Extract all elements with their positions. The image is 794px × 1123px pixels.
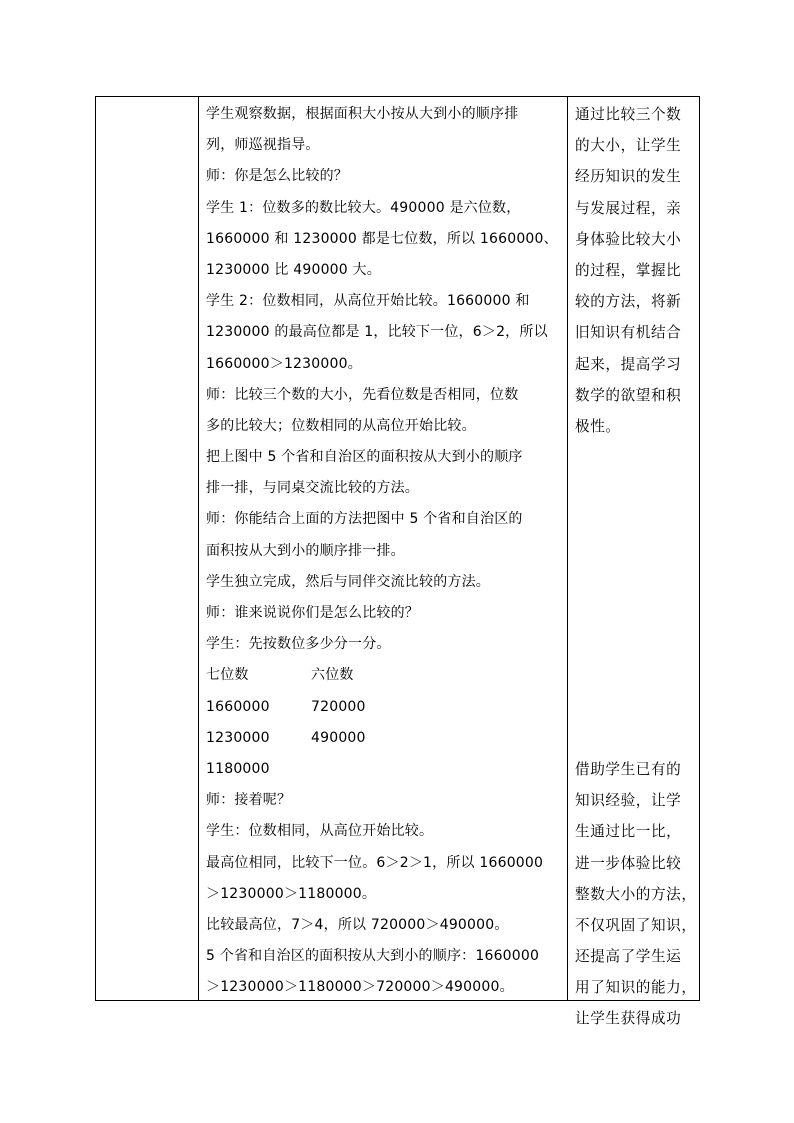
text-line: 1230000 比 490000 大。 — [206, 261, 381, 278]
text-line: 1660000 和 1230000 都是七位数，所以 1660000、 — [206, 230, 558, 247]
text-line: 最高位相同，比较下一位。6＞2＞1，所以 1660000 — [206, 854, 544, 871]
note-line: 通过比较三个数 — [575, 106, 682, 123]
digit-group-row — [206, 692, 571, 723]
group-cell: 七位数 — [206, 667, 249, 684]
note-line: 经历知识的发生 — [575, 168, 682, 186]
text-line: 学生 2：位数相同，从高位开始比较。1660000 和 — [206, 293, 530, 310]
note-line: 让学生获得成功 — [575, 1010, 682, 1028]
text-line: ＞1230000＞1180000。 — [206, 885, 377, 902]
note-line: 较的方法，将新 — [575, 293, 682, 311]
design-intent-column — [575, 99, 700, 1035]
note-line: 整数大小的方法， — [575, 885, 697, 903]
text-line: 1660000＞1230000。 — [206, 355, 362, 372]
text-line: 多的比较大；位数相同的从高位开始比较。 — [206, 417, 476, 434]
text-line: 5 个省和自治区的面积按从大到小的顺序：1660000 — [206, 948, 540, 965]
text-line: 学生：位数相同，从高位开始比较。 — [206, 823, 434, 840]
text-line: 师：谁来说说你们是怎么比较的？ — [206, 605, 419, 621]
digit-group-row — [206, 660, 571, 691]
note-line: 起来，提高学习 — [575, 355, 682, 373]
note-line: 生通过比一比， — [575, 823, 682, 841]
group-cell: 六位数 — [311, 667, 354, 684]
group-cell: 1230000 — [206, 729, 270, 746]
note-line: 极性。 — [575, 417, 621, 435]
digit-group-row — [206, 723, 571, 754]
text-line: 把上图中 5 个省和自治区的面积按从大到小的顺序 — [206, 449, 523, 466]
text-line: 师：接着呢？ — [206, 792, 292, 809]
digit-group-row — [206, 754, 571, 785]
text-line: 比较最高位，7＞4，所以 720000＞490000。 — [206, 916, 509, 933]
text-line: 师：你是怎么比较的？ — [206, 168, 348, 185]
note-line: 的大小，让学生 — [575, 137, 682, 155]
note-line: 旧知识有机结合 — [575, 324, 682, 342]
note-line: 还提高了学生运 — [575, 948, 682, 966]
text-line: 面积按从大到小的顺序排一排。 — [206, 542, 405, 559]
group-cell: 1180000 — [206, 760, 270, 777]
text-line: 学生观察数据，根据面积大小按从大到小的顺序排 — [206, 106, 519, 122]
note-line: 数学的欲望和积 — [575, 386, 682, 404]
group-cell: 1660000 — [206, 698, 270, 715]
note-line: 用了知识的能力， — [575, 979, 697, 997]
text-line: ＞1230000＞1180000＞720000＞490000。 — [206, 979, 514, 996]
note-line: 进一步体验比较 — [575, 854, 682, 872]
note-line: 身体验比较大小 — [575, 230, 682, 248]
text-line: 列，师巡视指导。 — [206, 137, 320, 154]
text-line: 学生 1：位数多的数比较大。490000 是六位数， — [206, 199, 521, 216]
note-line: 的过程，掌握比 — [575, 261, 682, 279]
note-line: 不仅巩固了知识， — [575, 916, 697, 934]
text-line: 师：比较三个数的大小，先看位数是否相同，位数 — [206, 386, 519, 403]
text-line: 学生：先按数位多少分一分。 — [206, 636, 391, 653]
group-cell: 490000 — [311, 729, 366, 746]
text-line: 1230000 的最高位都是 1，比较下一位，6＞2，所以 — [206, 324, 548, 341]
note-line: 借助学生已有的 — [575, 760, 682, 778]
lesson-table — [95, 96, 700, 1028]
text-line: 排一排，与同桌交流比较的方法。 — [206, 480, 419, 497]
column-divider-1 — [198, 97, 199, 1000]
group-cell: 720000 — [311, 698, 366, 715]
note-line: 与发展过程，亲 — [575, 199, 682, 217]
text-line: 学生独立完成，然后与同伴交流比较的方法。 — [206, 573, 490, 590]
text-line: 师：你能结合上面的方法把图中 5 个省和自治区的 — [206, 511, 523, 528]
teaching-process-column — [206, 99, 571, 1003]
note-line: 知识经验，让学 — [575, 792, 682, 810]
